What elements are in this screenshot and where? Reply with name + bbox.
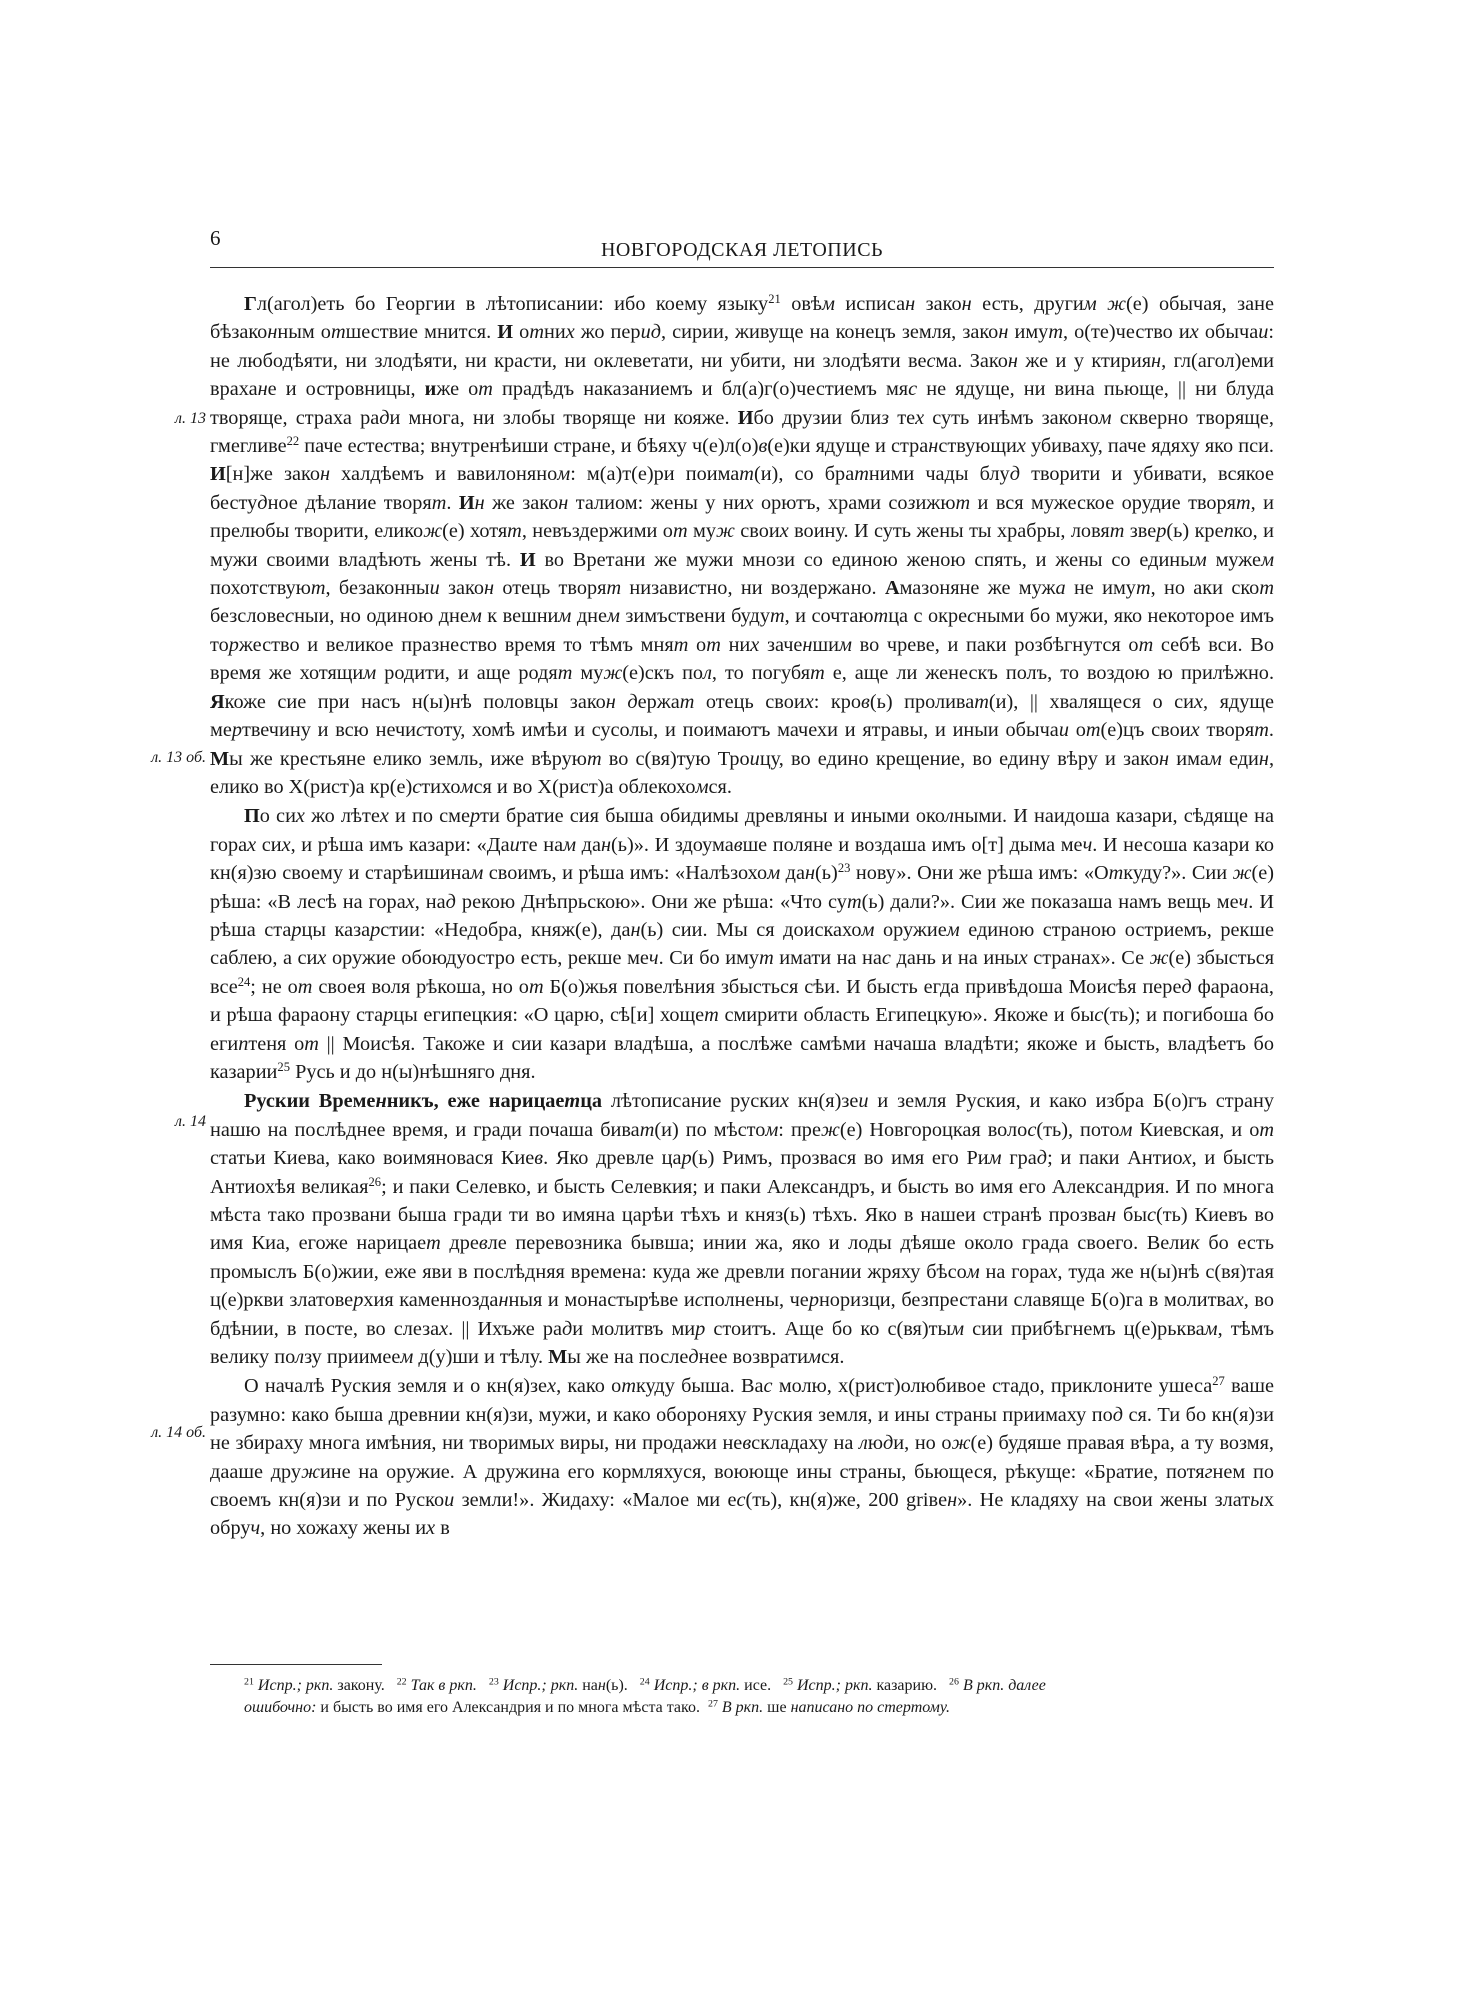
paragraph-georgii-laws: Гл(агол)еть бо Георгии в лѣтописании: ибо коему языку$^{21}$ овѣм исписан закон есть, другим ж(е) обычая, зане бѣзаконным отшествие мнится. И отних жо перид, сирии, живуще на конецъ земля, закон имут, о(те)чество их обычаи: не любодѣяти, ни злодѣяти, ни красти, ни оклеветати, ни убити, ни злодѣяти весма. Закон же и у ктириян, гл(агол)еми врахане и островницы, иже от прадѣдъ наказаниемъ и бл(а)г(о)честиемъ мяс не ядуще, ни вина пьюще, || ни блуда творяще, страха ради многа, ни злобы творяще ни кояже. Ибо друзии близ тех суть инѣмъ законом скверно творяще, гмегливе$^{22}$ паче естества; внутренѣиши стране, и бѣяху ч(е)л(о)в(е)ки ядуще и странствующих убиваху, паче ядяху яко пси. И[н]же закон халдѣемъ и вавилоняном: м(а)т(е)ри поимат(и), со братними чады блуд творити и убивати, всякое бестудное дѣлание творят. Ин же закон талиом: жены у них орютъ, храми созижют и вся мужеское орудие творят, и прелюбы творити, еликож(е) хотят, невъздержими от муж своих воину. И суть жены ты храбры, ловят звер(ь) крепко, и мужи своими владѣють жены тѣ. И во Вретани же мужи мнози со единою женою спять, и жены со единым мужем похотствуют, безаконныи закон отець творят низавистно, ни воздержано. Амазоняне же мужа не имут, но аки скот безсловесныи, но одиною днем к вешним днем зимъствени будут, и сочтаютца с окресными бо мужи, яко некоторое имъ торжество и великое празнество время то тѣмъ мнят от них заченшим во чреве, и паки розбѣгнутся от себѣ вси. Во время же хотящим родити, и аще родят муж(е)скъ пол, то погубят е, аще ли женескъ полъ, то воздою ю прилѣжно. Якоже сие при насъ н(ы)нѣ половцы закон держат отець своих: кров(ь) проливат(и), || хвалящеся о сих, ядуще мертвечину и всю нечистоту, хомѣ имѣи и сусолы, и поимаютъ мачехи и ятравы, и иныи обычаи от(е)цъ своих творят. Мы же крестьяне елико земль, иже вѣруют во с(вя)тую Троицу, во едино крещение, во едину вѣру и закон имам един, елико во Х(рист)а кр(е)стихомся и во Х(рист)а облекохомся. <box>210 292 1275 798</box>
paragraph-khazars-tribute: По сих жо лѣтех и по смерти братие сия быша обидимы древляны и иными околными. И наидоша казари, сѣдяще на горах сих, и рѣша имъ казари: «Даите нам дан(ь)». И здоумавше поляне и воздаша имъ о[т] дыма меч. И несоша казари ко кн(я)зю своему и старѣишинам своимъ, и рѣша имъ: «Налѣзохом $дан(ь)^{23}$ нову». Они же рѣша имъ: «Откуду?». Сии ж(е) рѣша: «В лесѣ на горах, над рекою Днѣпрьскою». Они же рѣша: «Что сут(ь) дали?». Сии же показаша намъ вещь меч. И рѣша старцы казарстии: «Недобра, княж(е), дан(ь) сии. Мы ся доискахом оружием единою страною остриемъ, рекше саблею, а сих оружие обоюдуостро есть, рекше меч. Си бо имут имати на нас дань и на иных странах». Се ж(е) збысться все$^{24}$; не от своея воля рѣкоша, но от Б(о)жья повелѣния збысться сѣи. И бысть егда привѣдоша Моисѣя перед фараона, и рѣша фараону старцы египецкия: «О царю, сѣ[и] хощет смирити область Египецкую». Якоже и быс(ть); и погибоша бо египтеня от || Моисѣя. Такоже и сии казари владѣша, а послѣже самѣми начаша владѣти; якоже и бысть, владѣетъ бо казарии$^{25}$ Русь и до н(ы)нѣшняго дня. <box>210 805 1275 1083</box>
running-title: НОВГОРОДСКАЯ ЛЕТОПИСЬ <box>600 239 884 261</box>
page-number: 6 <box>210 226 221 250</box>
margin-note-folio-14-verso: л. 14 об. <box>151 1424 206 1441</box>
header-rule <box>210 267 1274 268</box>
main-text <box>210 290 1274 1544</box>
footnotes <box>210 1675 1274 1719</box>
footnote-line-1: $^{21}$ Испр.; ркп. закону. $^{22}$ Так в ркп. $^{23}$ Испр.; ркп. нан(ь). $^{24}$ Испр.; в ркп. исе. $^{25}$ Испр.; ркп. казарию. $^{26}$ В ркп. далее <box>244 1676 1046 1694</box>
paragraph-princes-origin: О началѣ Руския земля и о кн(я)зех, како откуду быша. Вас молю, х(рист)олюбивое стадо, приклоните ушеса$^{27}$ ваше разумно: како быша древнии кн(я)зи, мужи, и како обороняху Руския земля, и ины страны приимаху под ся. Ти бо кн(я)зи не збираху многа имѣния, ни творимых виры, ни продажи невскладаху на люди, но ож(е) будяше правая вѣра, а ту возмя, дааше дружине на оружие. А дружина его кормляхуся, воююще ины страны, бьющеся, рѣкуще: «Братие, потягнем по своемъ кн(я)зи и по Рускои земли!». Жидаху: «Малое ми ес(ть), кн(я)же, 200 griвeн». Не кладяху на свои жены златых обруч, но хожаху жены их в <box>210 1374 1275 1540</box>
margin-note-folio-13: л. 13 <box>175 410 206 427</box>
paragraph-russian-chronicle: Рускии Временникъ, еже нарицаетца лѣтописание руских кн(я)зеи и земля Руския, и како избра Б(о)гъ страну нашю на послѣднее время, и гради почаша биват(и) по мѣстом: преж(е) Новгороцкая волос(ть), потом Киевская, и от статьи Киева, како воимяновася Киев. Яко древле цар(ь) Римъ, прозвася во имя его Рим град; и паки Антиох, и бысть Антиохѣя великая$^{26}$; и паки Селевко, и бысть Селевкия; и паки Александръ, и бысть во имя его Александрия. И по многа мѣста тако прозвани быша гради ти во имяна царѣи тѣхъ и княз(ь) тѣхъ. Яко в нашеи странѣ прозван быс(ть) Киевъ во имя Киа, егоже нарицает древле перевозника бывша; инии жа, яко и лоды дѣяше около града своего. Велик бо есть промыслъ Б(о)жии, еже яви в послѣдняя времена: куда же древли погании жряху бѣсом на горах, туда же н(ы)нѣ с(вя)тая ц(е)ркви златоверхия каменнозданныя и монастырѣве исполнены, черноризци, безпрестани славяще Б(о)га в молитвах, во бдѣнии, в посте, во слезах. || Ихъже ради молитвъ мир стоитъ. Аще бо ко с(вя)тым сии прибѣгнемъ ц(е)рьквам, тѣмъ велику ползу приимеем д(у)ши и тѣлу. Мы же на последнее возвратимся. <box>210 1090 1275 1369</box>
footnote-line-2: ошибочно: и бысть во имя его Александрия и по многа мѣста тако. $^{27}$ В ркп. ше написано по стертому. <box>244 1698 950 1716</box>
margin-note-folio-14: л. 14 <box>175 1113 206 1130</box>
margin-note-folio-13-verso: л. 13 об. <box>151 749 206 766</box>
footnote-rule <box>210 1664 382 1665</box>
